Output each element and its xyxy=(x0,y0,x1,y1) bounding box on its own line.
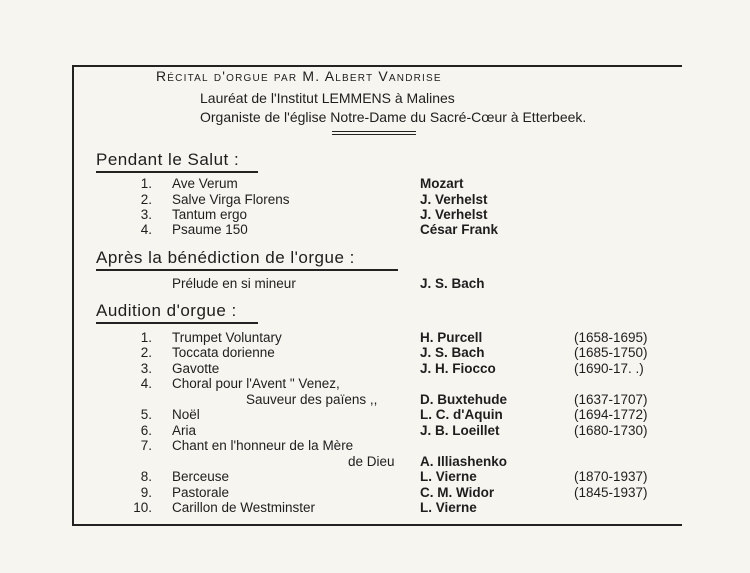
item-title: Berceuse xyxy=(172,469,230,484)
recital-title: Récital d'orgue par M. Albert Vandrise xyxy=(156,68,442,84)
program-item xyxy=(0,345,700,361)
item-number: 3. xyxy=(140,361,152,376)
program-item xyxy=(0,438,700,454)
header-divider-lower xyxy=(332,134,416,135)
item-number: 2. xyxy=(140,192,152,207)
item-dates: (1845-1937) xyxy=(574,485,648,500)
program-item xyxy=(0,330,700,346)
item-number: 5. xyxy=(140,407,152,422)
item-number: 1. xyxy=(140,176,152,191)
item-title: Chant en l'honneur de la Mère xyxy=(172,438,354,453)
item-number: 8. xyxy=(140,469,152,484)
program-item xyxy=(0,207,700,223)
item-composer: L. Vierne xyxy=(420,500,477,515)
item-composer: J. Verhelst xyxy=(420,207,488,222)
section-underline-audition xyxy=(96,322,258,324)
section-heading-audition: Audition d'orgue : xyxy=(96,301,237,320)
item-title: Trumpet Voluntary xyxy=(172,330,282,345)
item-title-continuation: de Dieu xyxy=(348,454,395,469)
item-number: 6. xyxy=(140,423,152,438)
program-item xyxy=(0,361,700,377)
program-item xyxy=(0,500,700,516)
item-dates: (1680-1730) xyxy=(574,423,648,438)
item-composer: J. S. Bach xyxy=(420,345,485,360)
item-composer: J. H. Fiocco xyxy=(420,361,496,376)
item-title: Gavotte xyxy=(172,361,220,376)
item-composer: A. Illiashenko xyxy=(420,454,508,469)
item-dates: (1694-1772) xyxy=(574,407,648,422)
program-item xyxy=(0,485,700,501)
item-title-continuation: Sauveur des païens ,, xyxy=(246,392,378,407)
item-composer: L. Vierne xyxy=(420,469,477,484)
item-number: 1. xyxy=(140,330,152,345)
item-title: Salve Virga Florens xyxy=(172,192,290,207)
program-item xyxy=(0,176,700,192)
item-composer: H. Purcell xyxy=(420,330,483,345)
program-item xyxy=(0,423,700,439)
program-item xyxy=(0,192,700,208)
item-title: Noël xyxy=(172,407,200,422)
program-item xyxy=(0,407,700,423)
item-number: 9. xyxy=(140,485,152,500)
item-composer: C. M. Widor xyxy=(420,485,495,500)
program-item-continuation xyxy=(0,454,700,470)
item-title: Carillon de Westminster xyxy=(172,500,316,515)
program-item xyxy=(0,376,700,392)
organist-line: Organiste de l'église Notre-Dame du Sacré-Cœur à Etterbeek. xyxy=(200,109,587,125)
item-composer: Mozart xyxy=(420,176,464,191)
item-composer: J. Verhelst xyxy=(420,192,488,207)
item-dates: (1637-1707) xyxy=(574,392,648,407)
section-underline-benediction xyxy=(96,269,398,271)
item-dates: (1685-1750) xyxy=(574,345,648,360)
frame-bottom-border xyxy=(72,524,682,526)
item-composer: César Frank xyxy=(420,222,499,237)
laureate-line: Lauréat de l'Institut LEMMENS à Malines xyxy=(200,90,455,106)
section-heading-benediction: Après la bénédiction de l'orgue : xyxy=(96,248,355,267)
item-title: Toccata dorienne xyxy=(172,345,275,360)
item-title: Ave Verum xyxy=(172,176,238,191)
item-dates: (1690-17. .) xyxy=(574,361,644,376)
item-dates: (1870-1937) xyxy=(574,469,648,484)
item-title: Choral pour l'Avent " Venez, xyxy=(172,376,340,391)
item-composer: J. B. Loeillet xyxy=(420,423,500,438)
item-number: 3. xyxy=(140,207,152,222)
header-divider-upper xyxy=(332,131,416,132)
frame-top-border xyxy=(72,65,682,67)
item-composer: L. C. d'Aquin xyxy=(420,407,503,422)
item-number: 7. xyxy=(140,438,152,453)
program-item-continuation xyxy=(0,392,700,408)
item-number: 10. xyxy=(133,500,152,515)
item-composer: D. Buxtehude xyxy=(420,392,508,407)
item-number: 4. xyxy=(140,376,152,391)
program-item xyxy=(0,469,700,485)
item-title: Pastorale xyxy=(172,485,230,500)
program-item xyxy=(0,276,700,292)
section-heading-salut: Pendant le Salut : xyxy=(96,150,240,169)
item-title: Tantum ergo xyxy=(172,207,248,222)
item-number: 4. xyxy=(140,222,152,237)
item-composer: J. S. Bach xyxy=(420,276,485,291)
item-title: Prélude en si mineur xyxy=(172,276,296,291)
item-title: Aria xyxy=(172,423,197,438)
item-number: 2. xyxy=(140,345,152,360)
program-item xyxy=(0,222,700,238)
section-underline-salut xyxy=(96,171,258,173)
item-dates: (1658-1695) xyxy=(574,330,648,345)
item-title: Psaume 150 xyxy=(172,222,248,237)
